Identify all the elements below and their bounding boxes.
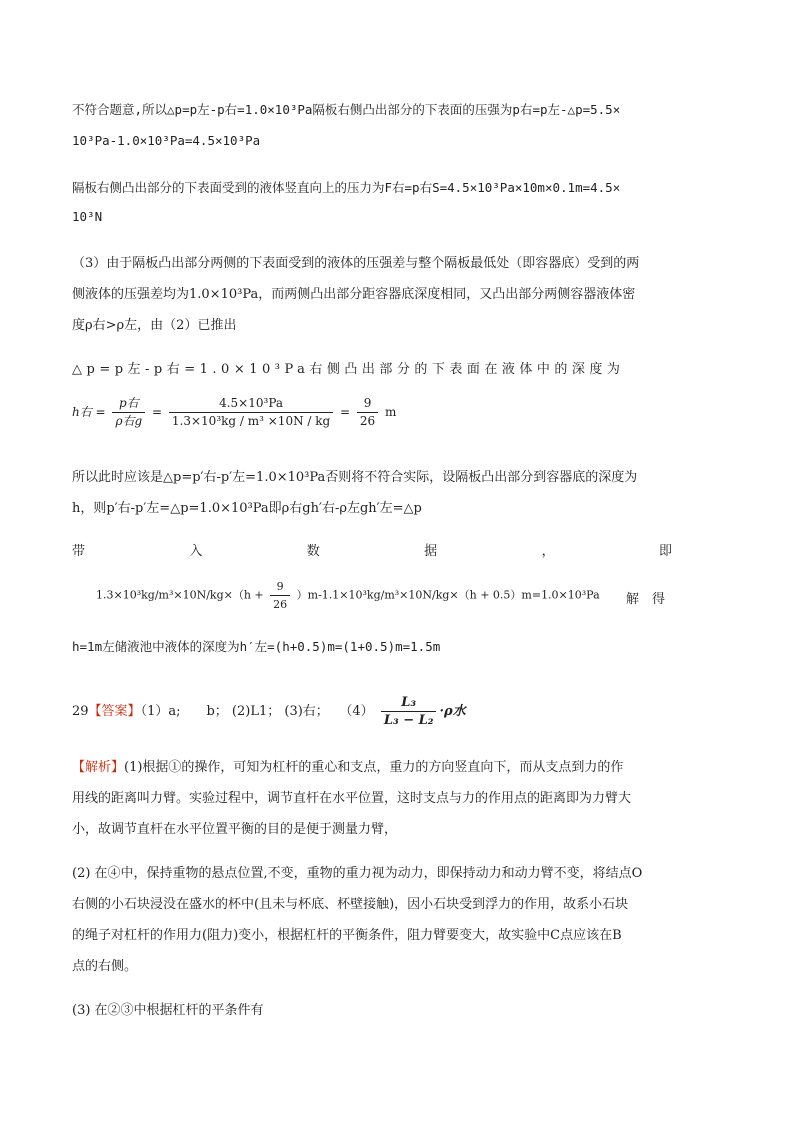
formula-substitution [96, 578, 600, 613]
answer-tag: 【答案】 [88, 704, 141, 719]
answer-text: （1）a; b； (2)L1； (3)右； （4） [140, 704, 374, 719]
fraction-denominator: 26 [273, 598, 288, 611]
text-line: 侧液体的压强差均为1.0×10³Pa，而两侧凸出部分距容器底深度相同，又凸出部分两侧容器液体密 [72, 287, 636, 302]
text-line: 小，故调节直杆在水平位置平衡的目的是便于测量力臂， [72, 822, 398, 837]
fraction [270, 578, 290, 613]
spread-word: 带 [72, 544, 86, 559]
spread-line [72, 542, 672, 562]
text-line: 右侧的小石块浸没在盛水的杯中(且未与杯底、杯壁接触)，因小石块受到浮力的作用，故系小石块 [72, 897, 629, 912]
text-line: (2) 在④中，保持重物的悬点位置,不变，重物的重力视为动力，即保持动力和动力臂不变，将结点O [72, 866, 643, 881]
spread-word: 入 [189, 544, 203, 559]
fraction-denominator: ρ右g [115, 414, 143, 428]
text-line: 隔板右侧凸出部分的下表面受到的液体竖直向上的压力为F右=p右S=4.5×10³Pa×10m×0.1m=4.5× [72, 180, 621, 195]
formula-part: ·ρ水 [439, 704, 466, 719]
text-line [72, 758, 623, 778]
fraction [169, 395, 333, 430]
fraction-denominator: 1.3×10³kg / m³ ×10N / kg [171, 414, 331, 428]
formula-depth [72, 395, 396, 430]
spread-word: ， [541, 544, 555, 559]
fraction-numerator: 4.5×10³Pa [169, 395, 333, 413]
analysis-tag: 【解析】 [72, 760, 125, 775]
fraction [112, 395, 145, 430]
fraction-numerator: L₃ [381, 694, 437, 712]
text-line: 不符合题意,所以△p=p左-p右=1.0×10³Pa隔板右侧凸出部分的下表面的压强为p右=p左-△p=5.5× [72, 102, 621, 117]
text-line: 点的右侧。 [72, 959, 138, 974]
fraction [381, 694, 437, 729]
analysis-text: (1)根据①的操作，可知为杠杆的重心和支点，重力的方向竖直向下，而从支点到力的作 [124, 760, 624, 775]
formula-part: 1.3×10³kg/m³×10N/kg×（h + [96, 588, 264, 602]
text-line: (3) 在②③中根据杠杆的平条件有 [72, 1003, 264, 1018]
fraction-numerator: 9 [357, 395, 378, 413]
fraction-denominator: L₃ − L₂ [383, 713, 434, 728]
text-solve: 解 得 [626, 592, 666, 607]
text-line: h，则p′右-p′左=△p=1.0×10³Pa即ρ右gh′右-ρ左gh′左=△p [72, 501, 422, 516]
fraction-denominator: 26 [359, 414, 376, 428]
text-line: h=1m左储液池中液体的深度为h′左=(h+0.5)m=(1+0.5)m=1.5m [72, 639, 441, 654]
text-line: 所以此时应该是△p=p′右-p′左=1.0×10³Pa否则将不符合实际，设隔板凸出部分到容器底的深度为 [72, 470, 638, 485]
equals-sign: = [152, 405, 163, 419]
text-line: △p=p左-p右=1.0×10³Pa右侧凸出部分的下表面在液体中的深度为 [72, 362, 625, 377]
formula-lhs: h右 = [72, 405, 106, 419]
fraction-numerator: 9 [270, 578, 290, 596]
question-number: 29 [72, 704, 89, 719]
text-line: 的绳子对杠杆的作用力(阻力)变小，根据杠杆的平衡条件，阻力臂要变大，故实验中C点应该在B [72, 928, 622, 943]
fraction [357, 395, 378, 430]
spread-word: 数 [306, 544, 320, 559]
text-line: 10³Pa-1.0×10³Pa=4.5×10³Pa [72, 133, 261, 148]
answer-line [72, 694, 466, 729]
text-line: 度ρ右>ρ左，由（2）已推出 [72, 318, 237, 333]
spread-word: 据 [424, 544, 438, 559]
formula-part: ）m-1.1×10³kg/m³×10N/kg×（h + 0.5）m=1.0×10³Pa [296, 588, 600, 602]
spread-word: 即 [658, 544, 672, 559]
text-line: 用线的距离叫力臂。实验过程中，调节直杆在水平位置，这时支点与力的作用点的距离即为力臂大 [72, 791, 632, 806]
equals-sign: = [340, 405, 351, 419]
text-line: （3）由于隔板凸出部分两侧的下表面受到的液体的压强差与整个隔板最低处（即容器底）受到的两 [72, 256, 640, 271]
unit: m [385, 405, 397, 419]
text-line: 10³N [72, 209, 103, 224]
fraction-numerator: p右 [112, 395, 145, 413]
